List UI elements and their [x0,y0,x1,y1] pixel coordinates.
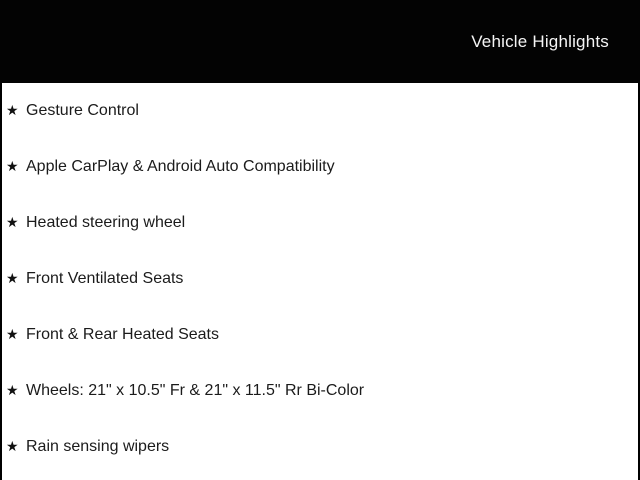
header-bar [0,0,640,83]
star-icon: ★ [6,382,19,398]
list-item [2,419,638,475]
highlight-item-label: Gesture Control [26,102,139,120]
highlight-item-label: Apple CarPlay & Android Auto Compatibility [26,158,335,176]
highlight-item-label: Front & Rear Heated Seats [26,326,219,344]
highlights-body [0,83,640,480]
list-item [2,83,638,139]
list-item [2,307,638,363]
star-icon: ★ [6,102,19,118]
star-icon: ★ [6,438,19,454]
list-item [2,363,638,419]
list-item [2,139,638,195]
highlight-item-label: Wheels: 21" x 10.5" Fr & 21" x 11.5" Rr Bi-Color [26,382,365,400]
star-icon: ★ [6,214,19,230]
star-icon: ★ [6,326,19,342]
page-title: Vehicle Highlights [471,31,609,51]
highlight-item-label: Front Ventilated Seats [26,270,184,288]
highlight-item-label: Rain sensing wipers [26,438,170,456]
highlight-list [2,83,638,475]
star-icon: ★ [6,158,19,174]
list-item [2,251,638,307]
highlight-item-label: Heated steering wheel [26,214,186,232]
list-item [2,195,638,251]
star-icon: ★ [6,270,19,286]
